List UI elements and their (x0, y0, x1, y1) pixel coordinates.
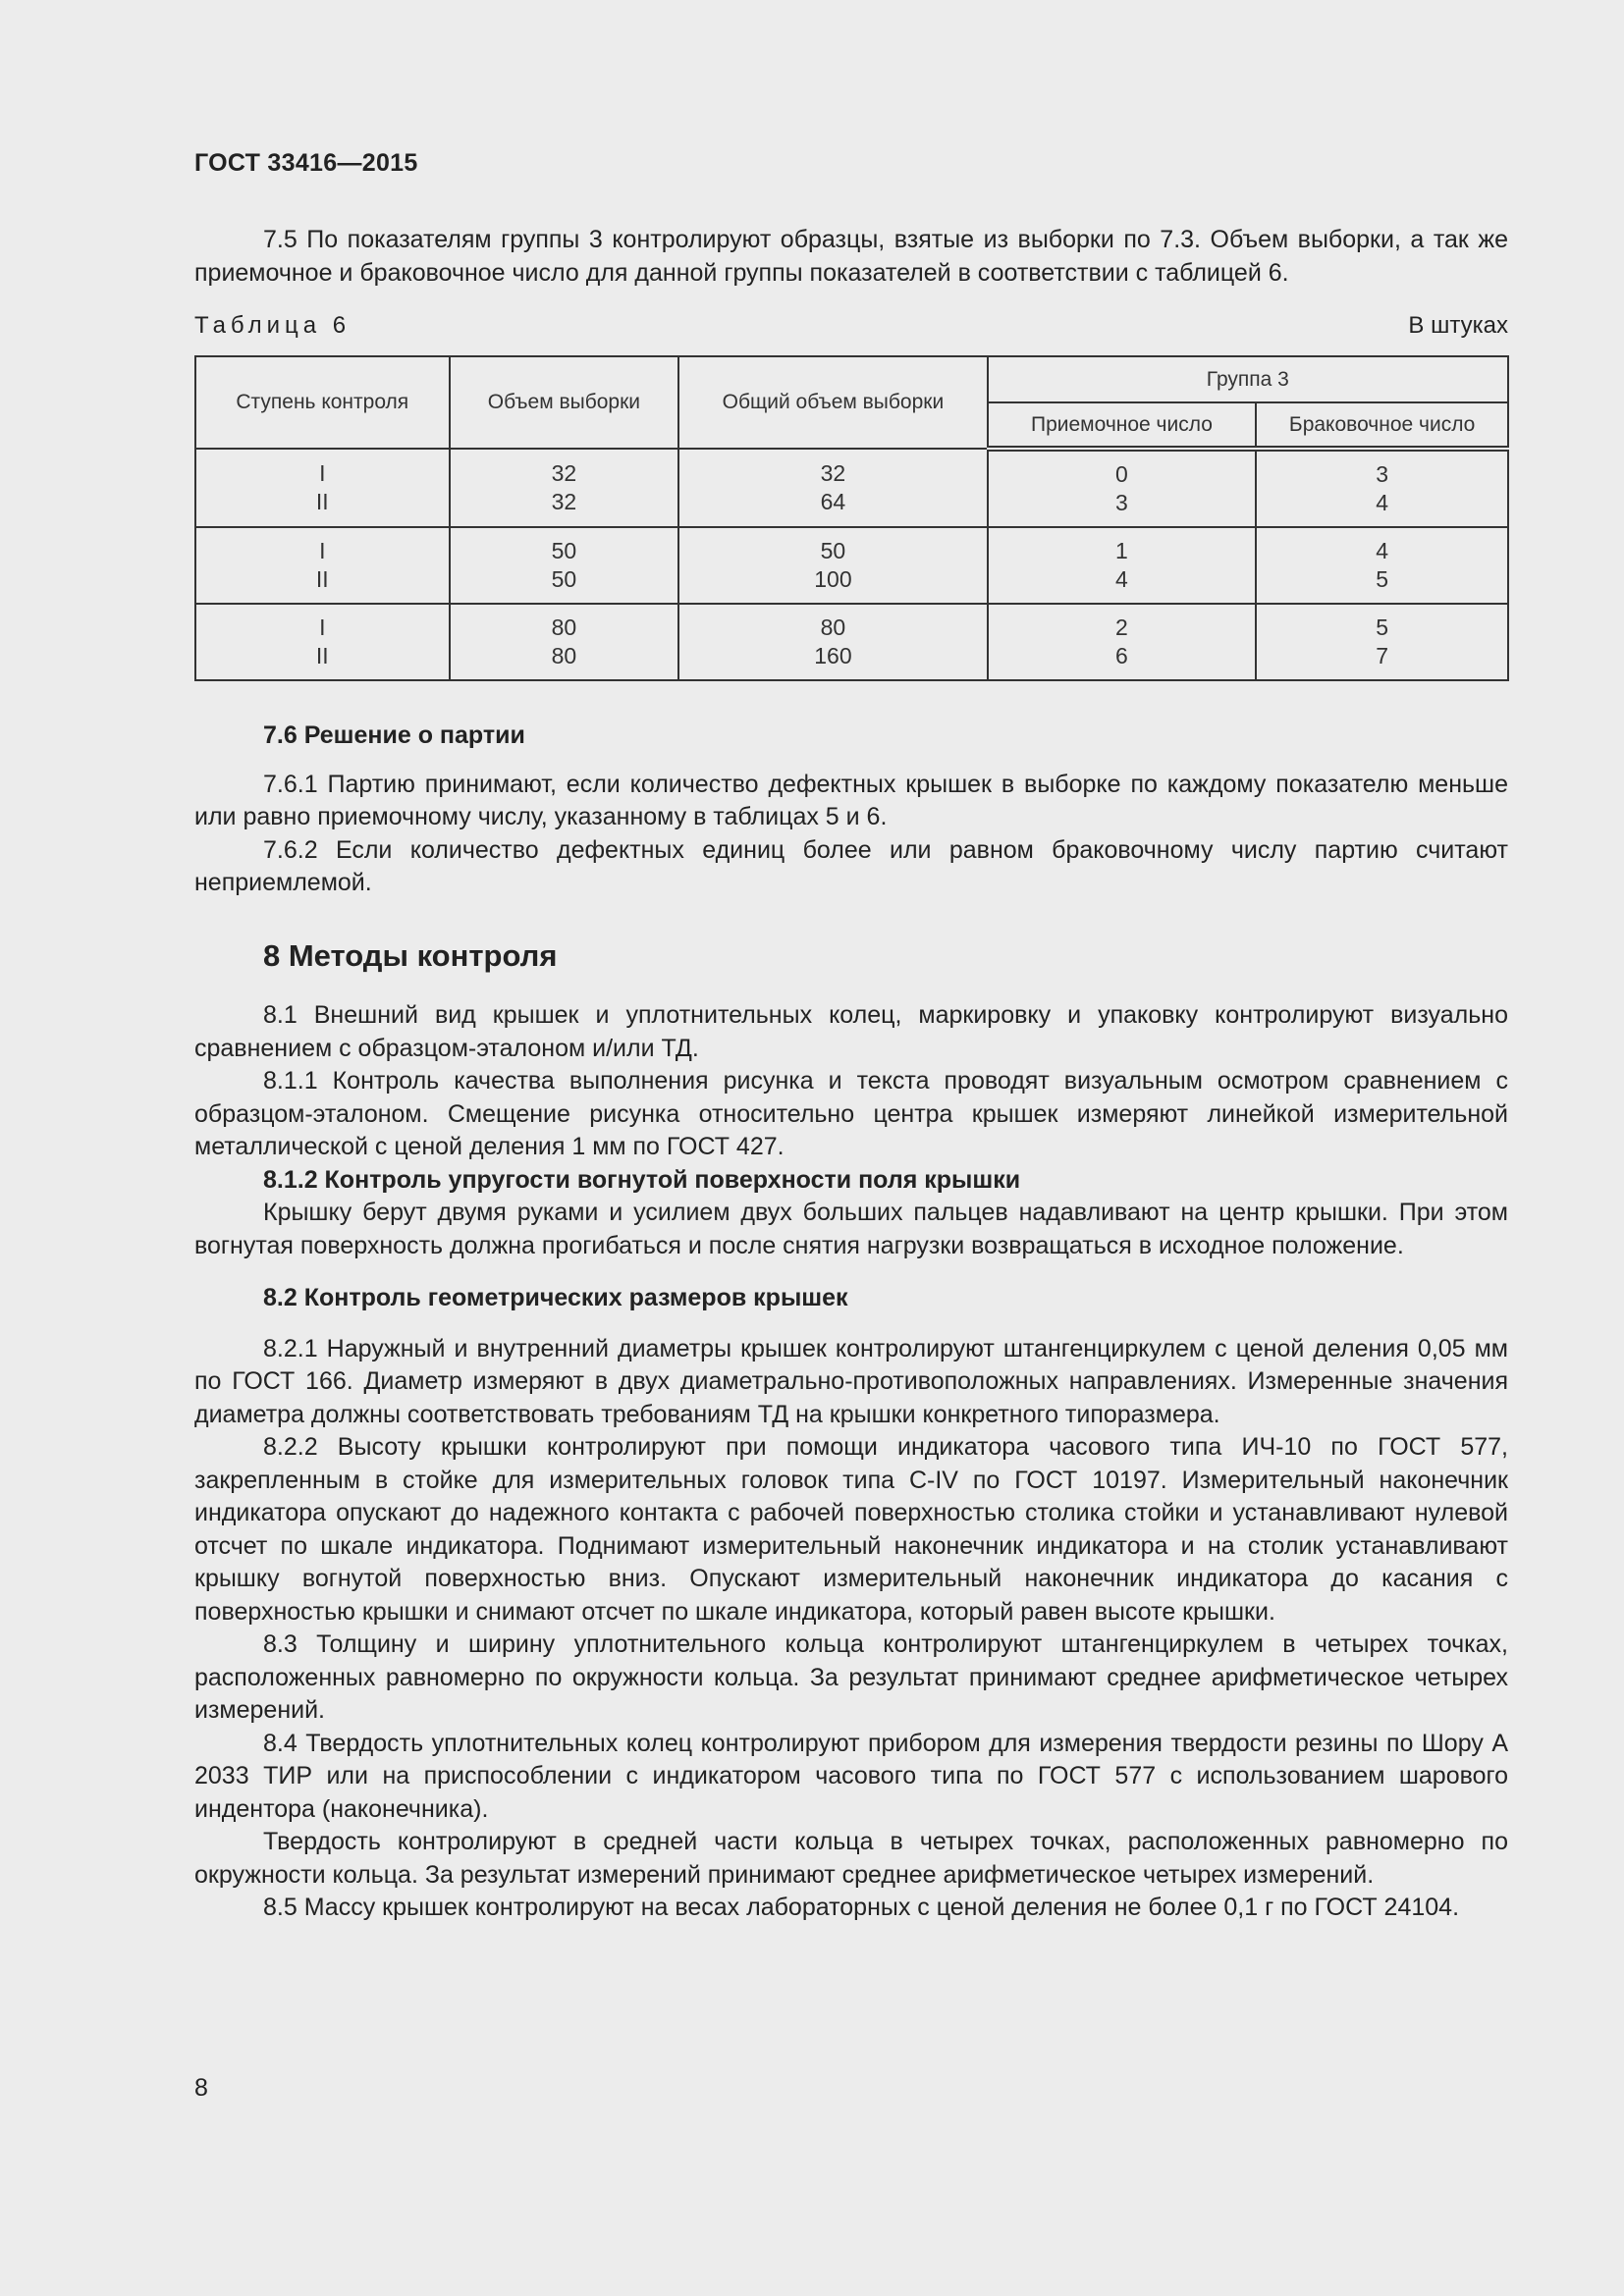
section-heading-7-6: 7.6 Решение о партии (263, 721, 525, 749)
section-7-6 (194, 720, 1508, 900)
header-reject: Браковочное число (1256, 402, 1508, 449)
subsection-heading-8-1-2: 8.1.2 Контроль упругости вогнутой поверхности поля крышки (263, 1165, 1021, 1194)
paragraph-8-1: 8.1 Внешний вид крышек и уплотнительных колец, маркировку и упаковку контролируют визуально сравнением с образцом-эталоном и/или ТД. (194, 1001, 1508, 1062)
paragraph-8-2-1: 8.2.1 Наружный и внутренний диаметры крышек контролируют штангенциркулем с ценой деления 0,05 мм по ГОСТ 166. Диаметр измеряют в двух диаметрально-противоположных направлениях. Измеренные значения диаметра должны соответствовать требованиям ТД на крышки конкретного типоразмера. (194, 1334, 1508, 1428)
paragraph-8-4: 8.4 Твердость уплотнительных колец контролируют прибором для измерения твердости резины по Шору А 2033 ТИР или на приспособлении с индикатором часового типа по ГОСТ 577 с использованием шарового индентора (наконечника). (194, 1729, 1508, 1823)
table-row (195, 604, 1508, 680)
cell-total: 50 100 (678, 527, 987, 604)
cell-stage: I II (195, 449, 450, 527)
cell-accept: 1 4 (988, 527, 1257, 604)
section-heading-8: 8 Методы контроля (263, 938, 558, 973)
paragraph-7-6-2: 7.6.2 Если количество дефектных единиц более или равном браковочному числу партию считают неприемлемой. (194, 835, 1508, 896)
cell-accept: 0 3 (988, 449, 1257, 527)
paragraph-8-1-1: 8.1.1 Контроль качества выполнения рисунка и текста проводят визуальным осмотром сравнением с образцом-эталоном. Смещение рисунка относительно центра крышек измеряют линейкой измерительной металлической с ценой деления 1 мм по ГОСТ 427. (194, 1067, 1508, 1160)
header-stage: Ступень контроля (195, 356, 450, 449)
document-header: ГОСТ 33416—2015 (194, 149, 418, 177)
table-row (195, 527, 1508, 604)
cell-sample: 80 80 (450, 604, 679, 680)
paragraph-text: 7.5 По показателям группы 3 контролируют образцы, взятые из выборки по 7.3. Объем выборки, а так же приемочное и браковочное число для данной группы показателей в соответствии с таблицей 6. (194, 226, 1508, 287)
cell-reject: 5 7 (1256, 604, 1508, 680)
paragraph-8-4-cont: Твердость контролируют в средней части кольца в четырех точках, расположенных равномерно по окружности кольца. За результат измерений принимают среднее арифметическое четырех измерений. (194, 1828, 1508, 1889)
section-8 (194, 939, 1508, 973)
section-8-body (194, 999, 1508, 1925)
cell-total: 80 160 (678, 604, 987, 680)
paragraph-8-2-2: 8.2.2 Высоту крышки контролируют при помощи индикатора часового типа ИЧ-10 по ГОСТ 577, закрепленным в стойке для измерительных головок типа С-IV по ГОСТ 10197. Измерительный наконечник индикатора опускают до надежного контакта с рабочей поверхностью столика стойки и устанавливают нулевой отсчет по шкале индикатора. Поднимают измерительный наконечник индикатора и на столик устанавливают крышку вогнутой поверхностью вниз. Опускают измерительный наконечник индикатора до касания с поверхностью крышки и снимают отсчет по шкале индикатора, который равен высоте крышки. (194, 1433, 1508, 1626)
paragraph-7-6-1: 7.6.1 Партию принимают, если количество дефектных крышек в выборке по каждому показателю меньше или равно приемочному числу, указанному в таблицах 5 и 6. (194, 770, 1508, 830)
cell-stage: I II (195, 604, 450, 680)
page-number: 8 (194, 2074, 208, 2102)
cell-reject: 4 5 (1256, 527, 1508, 604)
section-heading-8-2: 8.2 Контроль геометрических размеров крышек (263, 1284, 848, 1311)
paragraph-8-5: 8.5 Массу крышек контролируют на весах лабораторных с ценой деления не более 0,1 г по ГОСТ 24104. (263, 1894, 1460, 1921)
cell-reject: 3 4 (1256, 449, 1508, 527)
paragraph-7-5 (194, 224, 1508, 290)
cell-stage: I II (195, 527, 450, 604)
cell-accept: 2 6 (988, 604, 1257, 680)
cell-sample: 50 50 (450, 527, 679, 604)
sampling-table (194, 355, 1509, 681)
header-accept: Приемочное число (988, 402, 1257, 449)
cell-sample: 32 32 (450, 449, 679, 527)
header-sample: Объем выборки (450, 356, 679, 449)
table-row (195, 449, 1508, 527)
table-caption: Таблица 6 (194, 312, 352, 339)
table-unit: В штуках (1408, 312, 1508, 339)
header-total: Общий объем выборки (678, 356, 987, 449)
paragraph-8-3: 8.3 Толщину и ширину уплотнительного кольца контролируют штангенциркулем в четырех точках, расположенных равномерно по окружности кольца. За результат принимают среднее арифметическое четырех измерений. (194, 1630, 1508, 1724)
paragraph-8-1-2: Крышку берут двумя руками и усилием двух больших пальцев надавливают на центр крышки. При этом вогнутая поверхность должна прогибаться и после снятия нагрузки возвращаться в исходное положение. (194, 1199, 1508, 1259)
header-group: Группа 3 (988, 356, 1508, 402)
cell-total: 32 64 (678, 449, 987, 527)
